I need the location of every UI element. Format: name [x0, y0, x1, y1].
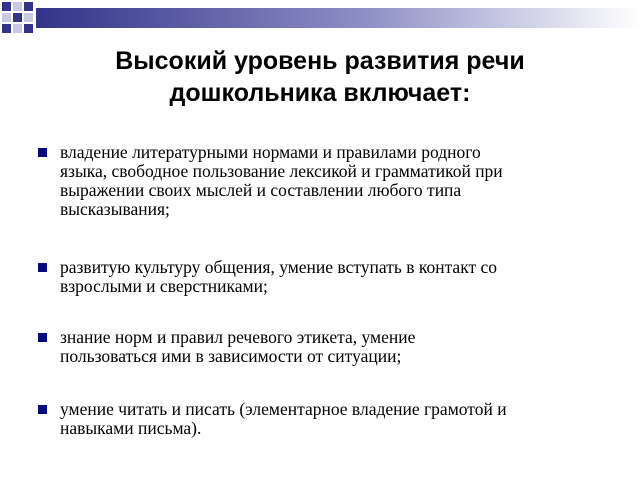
bullet-text-line: знание норм и правил речевого этикета, умение: [60, 327, 416, 347]
square-bullet-icon: [38, 263, 47, 272]
bullet-item: [60, 258, 605, 296]
bullet-text-line: языка, свободное пользование лексикой и грамматикой при: [60, 161, 503, 181]
square-bullet-icon: [38, 148, 47, 157]
bullet-text-line: пользоваться ими в зависимости от ситуации;: [60, 346, 402, 366]
bullet-item: [60, 143, 605, 219]
bullet-text-line: взрослыми и сверстниками;: [60, 276, 268, 296]
bullet-text-line: владение литературными нормами и правилами родного: [60, 142, 481, 162]
bullet-text-line: высказывания;: [60, 199, 170, 219]
bullet-text-line: навыками письма).: [60, 418, 202, 438]
slide-title-line: Высокий уровень развития речи: [115, 47, 525, 75]
square-bullet-icon: [38, 333, 47, 342]
bullet-item: [60, 328, 605, 366]
slide-title-line: дошкольника включает:: [169, 79, 471, 107]
bullet-text-line: развитую культуру общения, умение вступать в контакт со: [60, 257, 498, 277]
bullet-item: [60, 400, 605, 438]
square-bullet-icon: [38, 405, 47, 414]
bullet-text-line: выражении своих мыслей и составлении любого типа: [60, 180, 462, 200]
bullet-text-line: умение читать и писать (элементарное владение грамотой и: [60, 399, 507, 419]
